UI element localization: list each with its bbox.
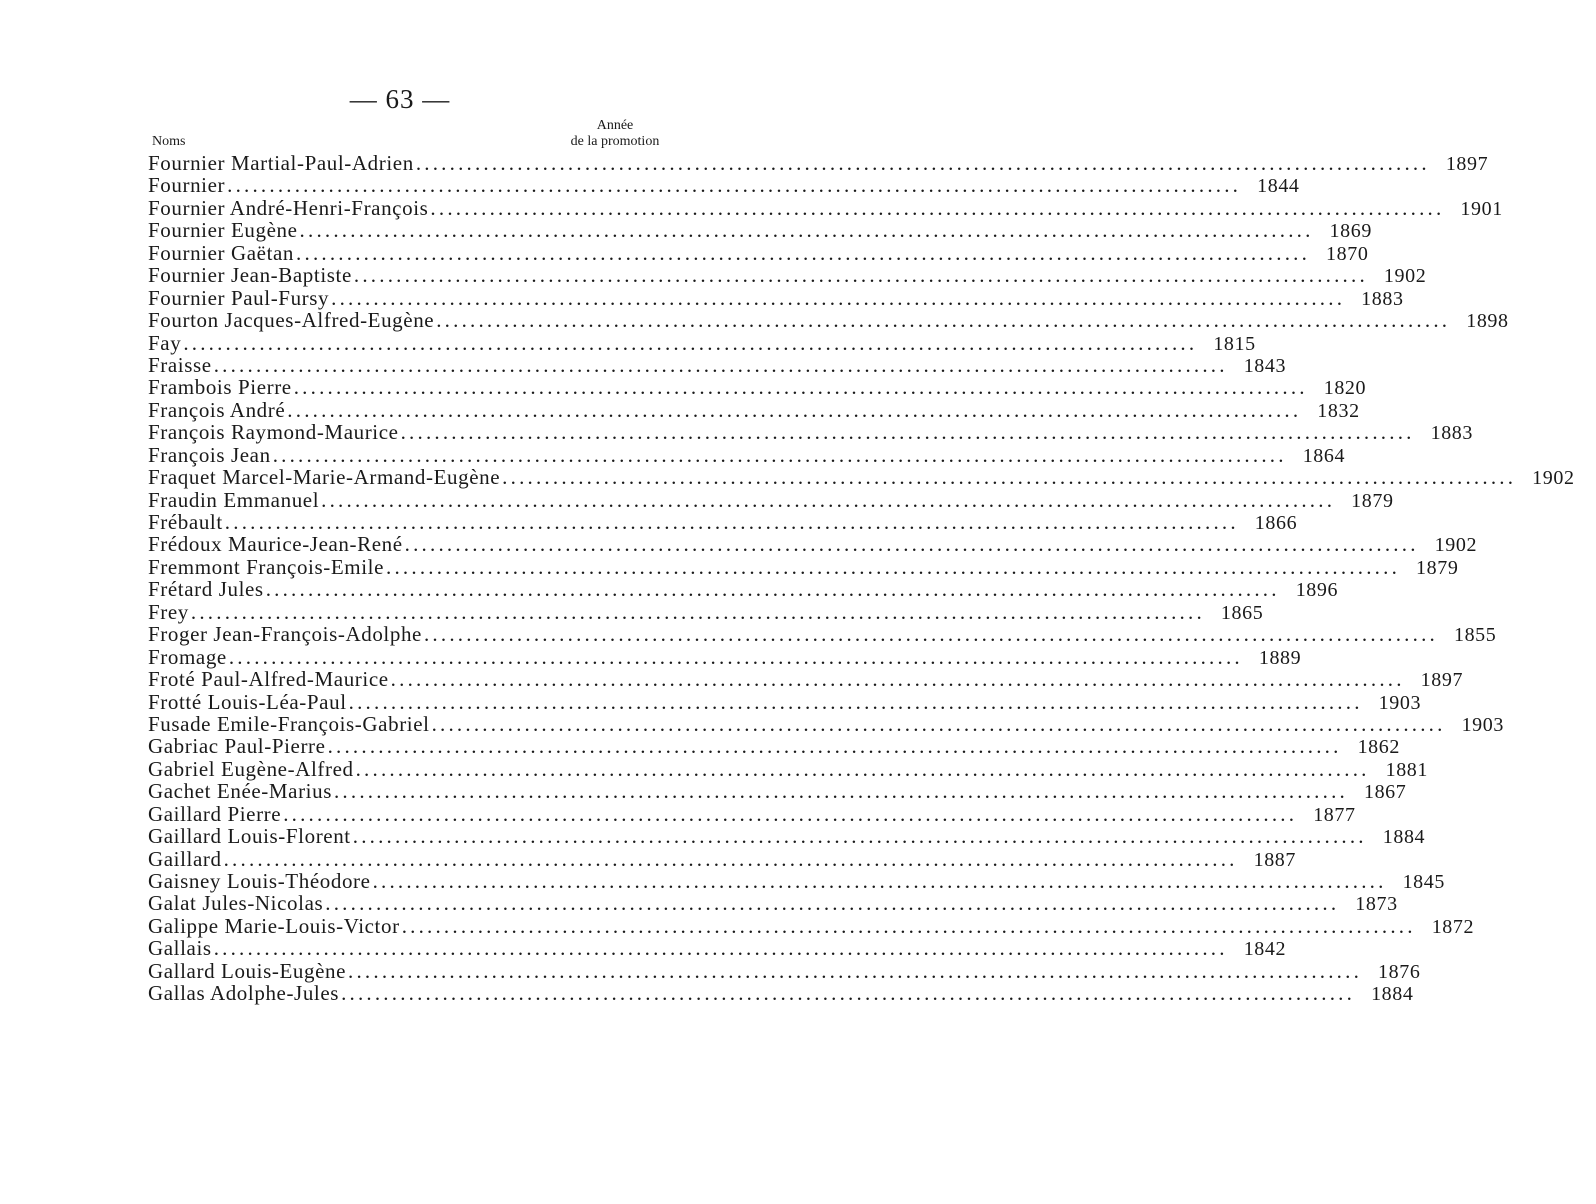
list-item: [148, 913, 1475, 938]
entry-year: 1869: [1329, 220, 1372, 243]
entry-name: Gabriel Eugène-Alfred: [148, 756, 354, 781]
entry-name: Fraudin Emmanuel: [148, 487, 320, 512]
entry-year: 1883: [1430, 422, 1473, 445]
dot-leader: ........................................................................................................................: [430, 195, 1445, 220]
dot-leader: ........................................................................................................................: [401, 913, 1416, 938]
list-item: [148, 667, 1464, 692]
entry-year: 1903: [1461, 713, 1504, 736]
dot-leader: ........................................................................................................................: [331, 285, 1346, 310]
entry-year: 1867: [1363, 781, 1407, 804]
dot-leader: ........................................................................................................................: [228, 644, 1243, 669]
entry-name: Fay: [148, 330, 182, 355]
list-item: [148, 487, 1394, 512]
list-item: [148, 352, 1287, 377]
entry-name: Fournier Eugène: [148, 218, 298, 243]
list-item: [148, 442, 1346, 467]
dot-leader: ........................................................................................................................: [321, 487, 1336, 512]
entry-name: Fournier André-Henri-François: [148, 195, 429, 220]
dot-leader: ........................................................................................................................: [265, 577, 1280, 602]
dot-leader: ........................................................................................................................: [327, 734, 1342, 759]
entry-name: Fourton Jacques-Alfred-Eugène: [148, 308, 435, 333]
entry-year: 1844: [1257, 175, 1300, 198]
entry-name: Fournier Gaëtan: [148, 240, 295, 265]
entry-name: Fraisse: [148, 352, 212, 377]
entry-name: Froté Paul-Alfred-Maurice: [148, 667, 389, 692]
dot-leader: ........................................................................................................................: [293, 375, 1308, 400]
entry-year: 1864: [1302, 444, 1346, 467]
dot-leader: ........................................................................................................................: [183, 330, 1198, 355]
entry-name: Gaillard Louis-Florent: [148, 824, 351, 849]
entry-name: Gachet Enée-Marius: [148, 779, 332, 804]
dot-leader: ........................................................................................................................: [272, 442, 1287, 467]
entry-name: François Jean: [148, 442, 271, 467]
dot-leader: ........................................................................................................................: [325, 891, 1340, 916]
list-item: [148, 195, 1503, 220]
names-column-header: Noms: [152, 134, 186, 149]
entry-name: Gallas Adolphe-Jules: [148, 981, 340, 1006]
page-number: — 63 —: [349, 84, 451, 114]
entry-year: 1832: [1317, 399, 1360, 422]
entry-year: 1872: [1431, 915, 1475, 938]
entry-year: 1873: [1355, 893, 1398, 916]
list-item: [148, 330, 1256, 355]
dot-leader: ........................................................................................................................: [333, 779, 1348, 804]
entry-year: 1877: [1313, 803, 1356, 826]
dot-leader: ........................................................................................................................: [353, 263, 1368, 288]
dot-leader: ........................................................................................................................: [502, 465, 1517, 490]
list-item: [148, 577, 1339, 602]
entry-year: 1884: [1371, 983, 1414, 1006]
entry-name: Frotté Louis-Léa-Paul: [148, 689, 347, 714]
entry-name: Frey: [148, 599, 189, 624]
dot-leader: ........................................................................................................................: [348, 689, 1363, 714]
list-item: [148, 801, 1356, 826]
entry-year: 1842: [1243, 938, 1287, 961]
entry-name: Fusade Emile-François-Gabriel: [148, 711, 430, 736]
dot-leader: ........................................................................................................................: [352, 824, 1367, 849]
dot-leader: ........................................................................................................................: [224, 510, 1239, 534]
list-item: [148, 218, 1372, 243]
dot-leader: ........................................................................................................................: [213, 936, 1228, 961]
dot-leader: ........................................................................................................................: [372, 869, 1387, 893]
entry-year: 1879: [1416, 556, 1459, 579]
list-item: [148, 869, 1445, 893]
dot-leader: ........................................................................................................................: [431, 711, 1446, 736]
list-item: [148, 689, 1422, 714]
list-item: [148, 846, 1297, 871]
entry-name: Frédoux Maurice-Jean-René: [148, 532, 403, 557]
entry-name: Fournier: [148, 173, 226, 198]
list-item: [148, 734, 1400, 759]
dot-leader: ........................................................................................................................: [227, 173, 1242, 198]
list-item: [148, 240, 1369, 265]
list-item: [148, 375, 1367, 400]
entry-year: 1820: [1323, 377, 1367, 400]
list-item: [148, 263, 1427, 288]
entry-name: Fromage: [148, 644, 227, 669]
entry-name: Gallais: [148, 936, 212, 961]
list-item: [148, 756, 1428, 781]
list-item: [148, 824, 1426, 849]
list-item: [148, 420, 1473, 445]
entry-name: Fournier Martial-Paul-Adrien: [148, 151, 414, 175]
entry-name: Frébault: [148, 510, 223, 534]
dot-leader: ........................................................................................................................: [283, 801, 1298, 826]
list-item: [148, 510, 1298, 534]
list-item: [148, 532, 1478, 557]
dot-leader: ........................................................................................................................: [296, 240, 1311, 265]
entry-name: Gallard Louis-Eugène: [148, 958, 347, 983]
list-item: [148, 622, 1497, 647]
entry-year: 1887: [1253, 848, 1297, 871]
entry-year: 1897: [1445, 153, 1489, 175]
entry-year: 1855: [1453, 624, 1497, 647]
entry-year: 1902: [1532, 467, 1575, 490]
entry-year: 1902: [1434, 534, 1478, 557]
list-item: [148, 554, 1459, 579]
list-item: [148, 981, 1414, 1006]
list-item: [148, 891, 1398, 916]
dot-leader: ........................................................................................................................: [355, 756, 1370, 781]
entry-year: 1866: [1254, 512, 1298, 534]
entry-name: Frétard Jules: [148, 577, 264, 602]
entry-year: 1884: [1382, 826, 1426, 849]
dot-leader: ........................................................................................................................: [341, 981, 1356, 1006]
dot-leader: ........................................................................................................................: [299, 218, 1314, 243]
entry-name: Gabriac Paul-Pierre: [148, 734, 326, 759]
dot-leader: ........................................................................................................................: [223, 846, 1238, 871]
list-item: [148, 779, 1407, 804]
entry-name: Fremmont François-Emile: [148, 554, 385, 579]
entry-year: 1889: [1258, 646, 1302, 669]
entry-name: Galat Jules-Nicolas: [148, 891, 324, 916]
list-item: [148, 397, 1360, 422]
entry-name: Gaillard Pierre: [148, 801, 282, 826]
entry-year: 1865: [1220, 601, 1264, 624]
entry-year: 1898: [1466, 310, 1509, 333]
entry-year: 1897: [1420, 669, 1464, 692]
entry-name: Gaillard: [148, 846, 222, 871]
year-header-line1: Année: [596, 118, 634, 133]
entry-year: 1862: [1357, 736, 1400, 759]
dot-leader: ........................................................................................................................: [436, 308, 1451, 333]
entry-year: 1901: [1460, 197, 1503, 220]
dot-leader: ........................................................................................................................: [400, 420, 1415, 445]
list-item: [148, 711, 1504, 736]
year-header-line2: de la promotion: [570, 134, 660, 149]
list-item: [148, 936, 1287, 961]
entry-name: Fraquet Marcel-Marie-Armand-Eugène: [148, 465, 501, 490]
entry-year: 1902: [1383, 265, 1427, 288]
dot-leader: ........................................................................................................................: [415, 151, 1430, 175]
dot-leader: ........................................................................................................................: [386, 554, 1401, 579]
dot-leader: ........................................................................................................................: [423, 622, 1438, 647]
list-item: [148, 308, 1509, 333]
dot-leader: ........................................................................................................................: [190, 599, 1205, 624]
entry-year: 1883: [1361, 287, 1404, 310]
dot-leader: ........................................................................................................................: [390, 667, 1405, 692]
entry-year: 1870: [1326, 242, 1369, 265]
entry-year: 1896: [1295, 579, 1339, 602]
list-item: [148, 173, 1300, 198]
list-item: [148, 644, 1302, 669]
entry-name: Gaisney Louis-Théodore: [148, 869, 371, 893]
entry-name: Froger Jean-François-Adolphe: [148, 622, 422, 647]
entry-year: 1815: [1213, 332, 1256, 355]
list-item: [148, 958, 1421, 983]
entry-name: Fournier Jean-Baptiste: [148, 263, 352, 288]
list-item: [148, 285, 1404, 310]
year-column-header: [540, 118, 690, 150]
entry-year: 1903: [1378, 691, 1422, 714]
entry-name: Frambois Pierre: [148, 375, 292, 400]
list-item: [148, 465, 1575, 490]
list-item: [148, 151, 1489, 175]
entry-year: 1876: [1378, 960, 1421, 983]
entry-name: Galippe Marie-Louis-Victor: [148, 913, 400, 938]
entry-name: François André: [148, 397, 286, 422]
list-item: [148, 599, 1264, 624]
dot-leader: ........................................................................................................................: [287, 397, 1302, 422]
entry-year: 1843: [1243, 354, 1287, 377]
entry-name: Fournier Paul-Fursy: [148, 285, 330, 310]
entry-year: 1845: [1402, 871, 1445, 893]
entry-name: François Raymond-Maurice: [148, 420, 399, 445]
dot-leader: ........................................................................................................................: [213, 352, 1228, 377]
entry-year: 1879: [1351, 489, 1394, 512]
dot-leader: ........................................................................................................................: [404, 532, 1419, 557]
entry-year: 1881: [1385, 758, 1428, 781]
promotion-list: [148, 151, 1575, 1006]
dot-leader: ........................................................................................................................: [348, 958, 1363, 983]
